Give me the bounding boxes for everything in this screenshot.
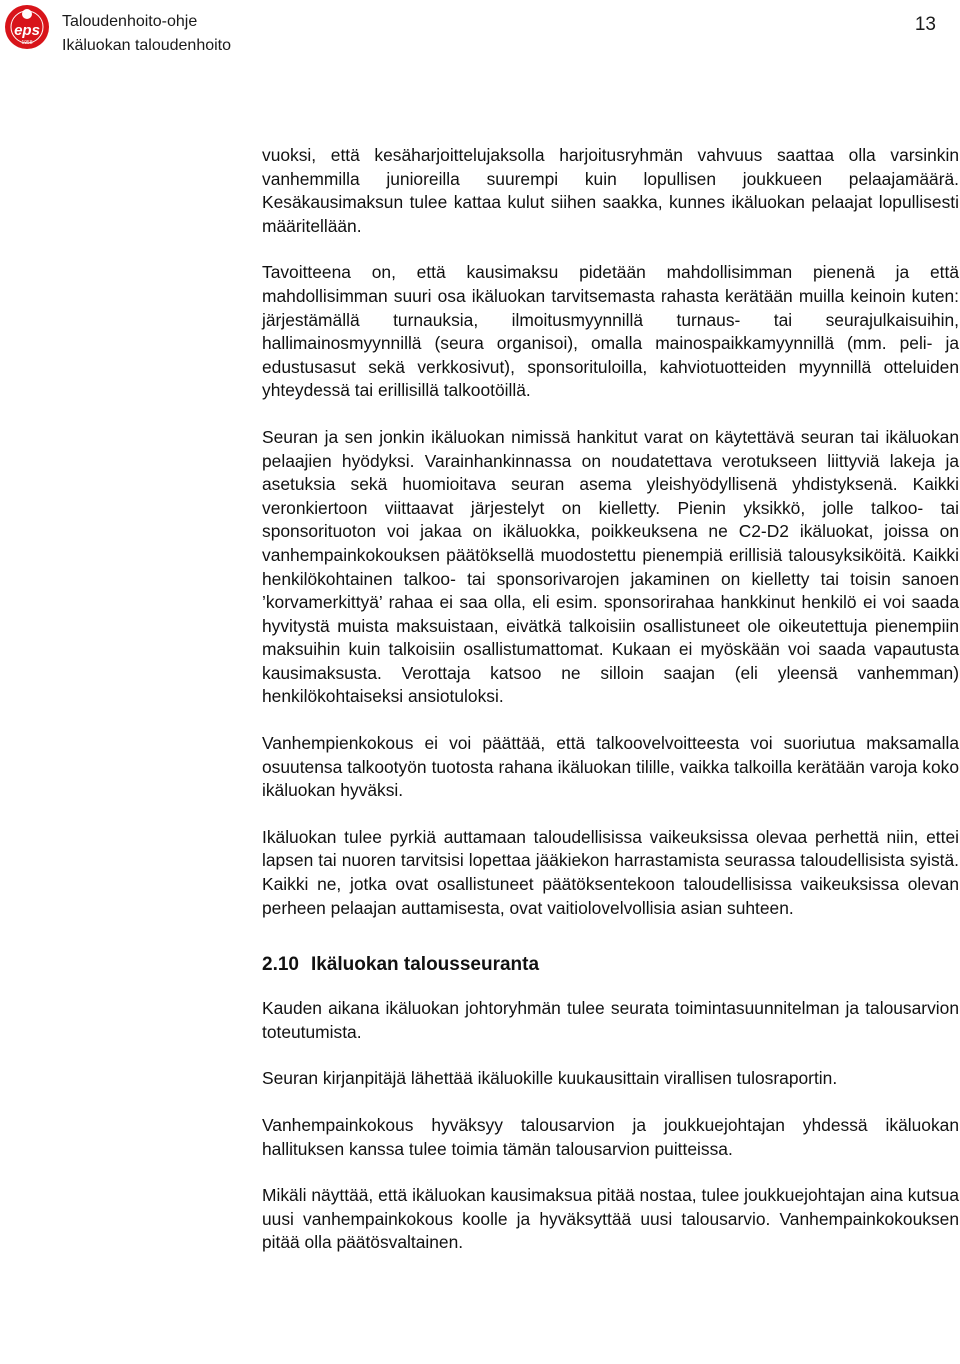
section-title: Ikäluokan talousseuranta — [310, 954, 540, 976]
page-number: 13 — [914, 14, 936, 35]
section-heading — [262, 953, 959, 977]
svg-text:eps: eps — [14, 22, 40, 39]
paragraph: Kauden aikana ikäluokan johtoryhmän tulee seurata toimintasuunnitelman ja talousarvion toteutumista. — [262, 998, 959, 1042]
header-subtitle: Ikäluokan taloudenhoito — [62, 37, 232, 54]
svg-text:1958: 1958 — [21, 40, 33, 46]
paragraph: Vanhempienkokous ei voi päättää, että talkoovelvoitteesta voi suoriutua maksamalla osuutensa talkootyön tuotosta rahana ikäluokan tilille, vaikka talkoilla kerätään varoja koko ikäluokan hyväksi. — [262, 733, 959, 801]
paragraph: vuoksi, että kesäharjoittelujaksolla harjoitusryhmän vahvuus saattaa olla varsinkin vanhemmilla junioreilla suurempi kuin lopullisen joukkueen pelaajamäärä. Kesäkausimaksun tulee kattaa kulut siihen saakka, kunnes ikäluokan pelaajat lopullisesti määritellään. — [262, 145, 959, 236]
eps-logo — [4, 4, 50, 50]
paragraph: Ikäluokan tulee pyrkiä auttamaan taloudellisissa vaikeuksissa olevaa perhettä niin, ettei lapsen tai nuoren tarvitsisi lopettaa jääkiekon harrastamista seurassa taloudellisista syistä. Kaikki ne, jotka ovat osallistuneet päätöksentekoon taloudellisissa vaikeuksissa olevan perheen pelaajan auttamisesta, ovat vaitiolovelvollisia asian suhteen. — [262, 826, 959, 918]
page-header — [62, 10, 231, 58]
document-body — [262, 144, 959, 1278]
paragraph: Vanhempainkokous hyväksyy talousarvion ja joukkuejohtajan yhdessä ikäluokan hallituksen kanssa tulee toimia tämän talousarvion puitteissa. — [262, 1115, 959, 1159]
paragraph: Seuran ja sen jonkin ikäluokan nimissä hankitut varat on käytettävä seuran tai ikäluokan pelaajien hyödyksi. Varainhankinnassa on noudatettava verotukseen liittyviä lakeja ja asetuksia sekä huomioitava seuran asema yleishyödyllisenä yhdistyksenä. Kaikki veronkiertoon viittaavat järjestelyt on kielletty. Pienin yksikkö, jolle talkoo- tai sponsorituoton voi jakaa on ikäluokka, poikkeuksena ne C2-D2 ikäluokat, joissa on vanhempainkokouksen päätöksellä muodostettu pienempiä erillisiä talousyksiköitä. Kaikki henkilökohtainen talkoo- tai sponsorivarojen jakaminen on kielletty tai toisin sanoen ’korvamerkittyä’ rahaa ei saa olla, eli esim. sponsorirahaa hankkinut henkilö ei voi saada hyvitystä muista maksuistaan, eivätkä talkoisiin osallistuneet ole oikeutettuja pienempiin maksuihin kuin talkoisiin osallistumattomat. Kukaan ei myöskään voi saada vapautusta kausimaksusta. Verottaja katsoo ne silloin saajan (eli yleensä vanhemman) henkilökohtaiseksi ansiotuloksi. — [262, 426, 959, 707]
paragraph: Tavoitteena on, että kausimaksu pidetään mahdollisimman pienenä ja että mahdollisimman suuri osa ikäluokan tarvitsemasta rahasta kerätään muilla keinoin kuten: järjestämällä turnauksia, ilmoitusmyynnillä turnaus- tai seurajulkaisuihin, hallimainosmyynnillä (seura organisoi), omalla mainospaikkamyynnillä (mm. peli- ja edustusasut sekä verkkosivut), sponsorituloilla, kahviotuotteiden myynnillä otteluiden yhteydessä tai erillisillä talkootöillä. — [262, 262, 959, 401]
paragraph: Seuran kirjanpitäjä lähettää ikäluokille kuukausittain virallisen tulosraportin. — [262, 1068, 838, 1089]
header-title: Taloudenhoito-ohje — [62, 13, 198, 30]
section-number: 2.10 — [262, 954, 299, 976]
paragraph: Mikäli näyttää, että ikäluokan kausimaksua pitää nostaa, tulee joukkuejohtajan aina kutsua uusi vanhempainkokous koolle ja hyväksyttää uusi talousarvio. Vanhempainkokouksen pitää olla päätösvaltainen. — [262, 1185, 959, 1253]
